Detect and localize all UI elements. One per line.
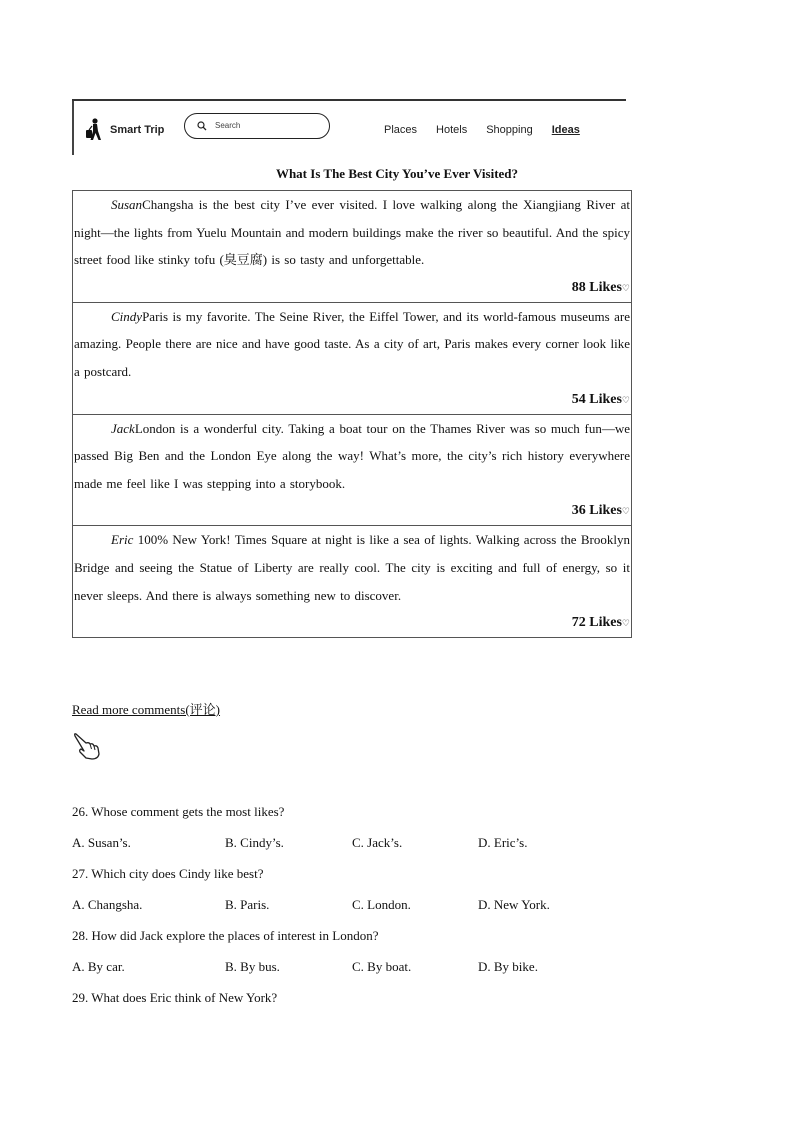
comment-author: Cindy <box>111 308 143 324</box>
like-count[interactable] <box>74 274 630 302</box>
menu-item-hotels[interactable]: Hotels <box>436 124 468 136</box>
brand-name: Smart Trip <box>110 124 165 136</box>
option-c[interactable]: C. London. <box>352 897 411 912</box>
search-icon <box>197 121 207 131</box>
option-d[interactable]: D. Eric’s. <box>478 835 528 850</box>
comment-author: Susan <box>111 197 143 212</box>
like-label: 72 Likes <box>571 615 622 631</box>
pointing-hand-icon <box>72 730 104 762</box>
comments-table <box>72 190 632 638</box>
option-a[interactable]: A. Susan’s. <box>72 835 131 850</box>
brand-logo[interactable] <box>84 118 164 142</box>
comment-eric <box>73 525 631 637</box>
comment-author: Jack <box>111 420 135 436</box>
site-navbar <box>72 99 626 155</box>
like-count[interactable] <box>74 386 630 414</box>
question-26: 26. Whose comment gets the most likes? <box>72 804 285 819</box>
comment-susan <box>73 191 631 302</box>
menu-item-places[interactable]: Places <box>384 124 418 136</box>
question-list <box>72 803 672 1020</box>
comment-cindy <box>73 302 631 414</box>
comment-body <box>74 303 630 386</box>
option-d[interactable]: D. By bike. <box>478 959 538 974</box>
option-d[interactable]: D. New York. <box>478 897 550 912</box>
main-menu <box>384 124 599 136</box>
comment-text: Changsha is the best city I’ve ever visited. I love walking along the Xiangjiang River at night—the lights from Yuelu Mountain and modern buildings make the river so beautiful. And the spicy street food like stinky tofu (臭豆腐) is so tasty and unforgettable. <box>74 197 630 268</box>
search-input[interactable] <box>184 113 330 139</box>
question-28: 28. How did Jack explore the places of interest in London? <box>72 928 379 943</box>
question-29: 29. What does Eric think of New York? <box>72 990 278 1005</box>
option-b[interactable]: B. Paris. <box>225 897 270 912</box>
options-26 <box>72 834 672 865</box>
comment-body <box>74 191 630 274</box>
option-a[interactable]: A. Changsha. <box>72 897 143 912</box>
comment-author: Eric <box>111 532 134 548</box>
options-28 <box>72 958 672 989</box>
menu-item-ideas[interactable]: Ideas <box>551 124 580 136</box>
option-a[interactable]: A. By car. <box>72 959 125 974</box>
traveler-icon <box>84 118 106 142</box>
navbar-left-border <box>72 101 74 155</box>
read-more-link[interactable]: Read more comments(评论) <box>72 702 221 717</box>
like-count[interactable] <box>74 609 630 637</box>
heart-icon[interactable]: ♡ <box>621 394 630 405</box>
like-label: 54 Likes <box>571 391 622 407</box>
like-label: 36 Likes <box>571 503 622 519</box>
comment-body <box>74 415 630 498</box>
heart-icon[interactable]: ♡ <box>621 506 630 517</box>
like-count[interactable] <box>74 497 630 525</box>
comment-text: 100% New York! Times Square at night is like a sea of lights. Walking across the Brooklyn Bridge and seeing the Statue of Liberty are really cool. The city is exciting and full of energy, so it never sleeps. And there is always something new to discover. <box>74 532 630 603</box>
heart-icon[interactable]: ♡ <box>621 282 630 293</box>
page-title: What Is The Best City You’ve Ever Visited? <box>275 166 519 181</box>
comment-text: Paris is my favorite. The Seine River, the Eiffel Tower, and its world-famous museums are amazing. People there are nice and have good taste. As a city of art, Paris makes every corner look like a postcard. <box>74 308 630 379</box>
option-b[interactable]: B. By bus. <box>225 959 280 974</box>
options-27 <box>72 896 672 927</box>
comment-text: London is a wonderful city. Taking a boat tour on the Thames River was so much fun—we passed Big Ben and the London Eye along the way! What’s more, the city’s rich history everywhere made me feel like I was stepping into a storybook. <box>74 420 630 491</box>
option-b[interactable]: B. Cindy’s. <box>225 835 284 850</box>
heart-icon[interactable]: ♡ <box>621 618 630 629</box>
menu-item-shopping[interactable]: Shopping <box>486 124 533 136</box>
comment-jack <box>73 414 631 526</box>
search-placeholder: Search <box>215 121 241 130</box>
question-27: 27. Which city does Cindy like best? <box>72 866 264 881</box>
option-c[interactable]: C. Jack’s. <box>352 835 403 850</box>
comment-body <box>74 526 630 609</box>
like-label: 88 Likes <box>571 279 622 295</box>
option-c[interactable]: C. By boat. <box>352 959 412 974</box>
